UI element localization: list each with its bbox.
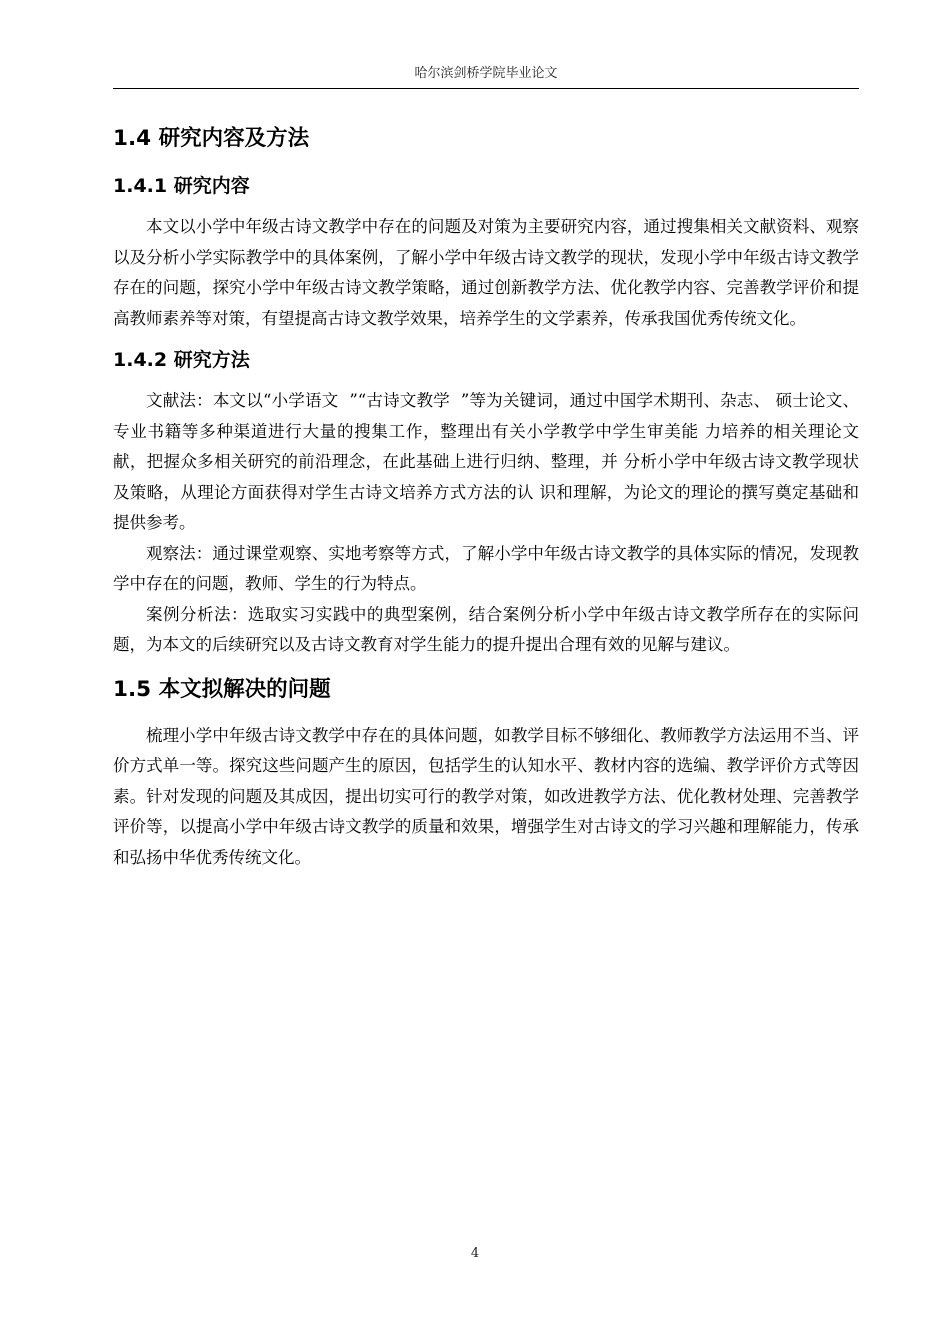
running-header: 哈尔滨剑桥学院毕业论文 — [113, 60, 859, 89]
section-1-4-heading: 1.4 研究内容及方法 — [113, 126, 310, 151]
problems-paragraph: 梳理小学中年级古诗文教学中存在的具体问题，如教学目标不够细化、教师教学方法运用不当、评价方式单一等。探究这些问题产生的原因，包括学生的认知水平、教材内容的选编、教学评价方式等因素。针对发现的问题及其成因，提出切实可行的教学对策，如改进教学方法、优化教材处理、完善教学评价等，以提高小学中年级古诗文教学的质量和效果，增强学生对古诗文的学习兴趣和理解能力，传承和弘扬中华优秀传统文化。 — [113, 725, 859, 867]
research-content-paragraph: 本文以小学中年级古诗文教学中存在的问题及对策为主要研究内容，通过搜集相关文献资料、观察以及分析小学实际教学中的具体案例，了解小学中年级古诗文教学的现状，发现小学中年级古诗文教学存在的问题，探究小学中年级古诗文教学策略，通过创新教学方法、优化教学内容、完善教学评价和提高教师素养等对策，有望提高古诗文教学效果，培养学生的文学素养，传承我国优秀传统文化。 — [113, 217, 859, 328]
observation-method-paragraph: 观察法：通过课堂观察、实地考察等方式，了解小学中年级古诗文教学的具体实际的情况，发现教学中存在的问题，教师、学生的行为特点。 — [113, 543, 859, 593]
page-body — [113, 118, 859, 873]
page-number: 4 — [470, 1246, 480, 1261]
case-analysis-paragraph: 案例分析法：选取实习实践中的典型案例，结合案例分析小学中年级古诗文教学所存在的实际问题，为本文的后续研究以及古诗文教育对学生能力的提升提出合理有效的见解与建议。 — [113, 604, 859, 654]
section-1-5-heading: 1.5 本文拟解决的问题 — [113, 676, 331, 702]
literature-method-paragraph: 文献法：本文以“小学语文 ”“古诗文教学 ”等为关键词，通过中国学术期刊、杂志、 硕士论文、专业书籍等多种渠道进行大量的搜集工作，整理出有关小学教学中学生审美能 力培养的相关理论文献，把握众多相关研究的前沿理念，在此基础上进行归纳、整理，并 分析小学中年级古诗文教学现状及策略，从理论方面获得对学生古诗文培养方式方法的认 识和理解，为论文的理论的撰写奠定基础和提供参考。 — [113, 391, 859, 532]
section-1-4-1-heading: 1.4.1 研究内容 — [113, 175, 250, 197]
section-1-4-2-heading: 1.4.2 研究方法 — [113, 349, 250, 371]
